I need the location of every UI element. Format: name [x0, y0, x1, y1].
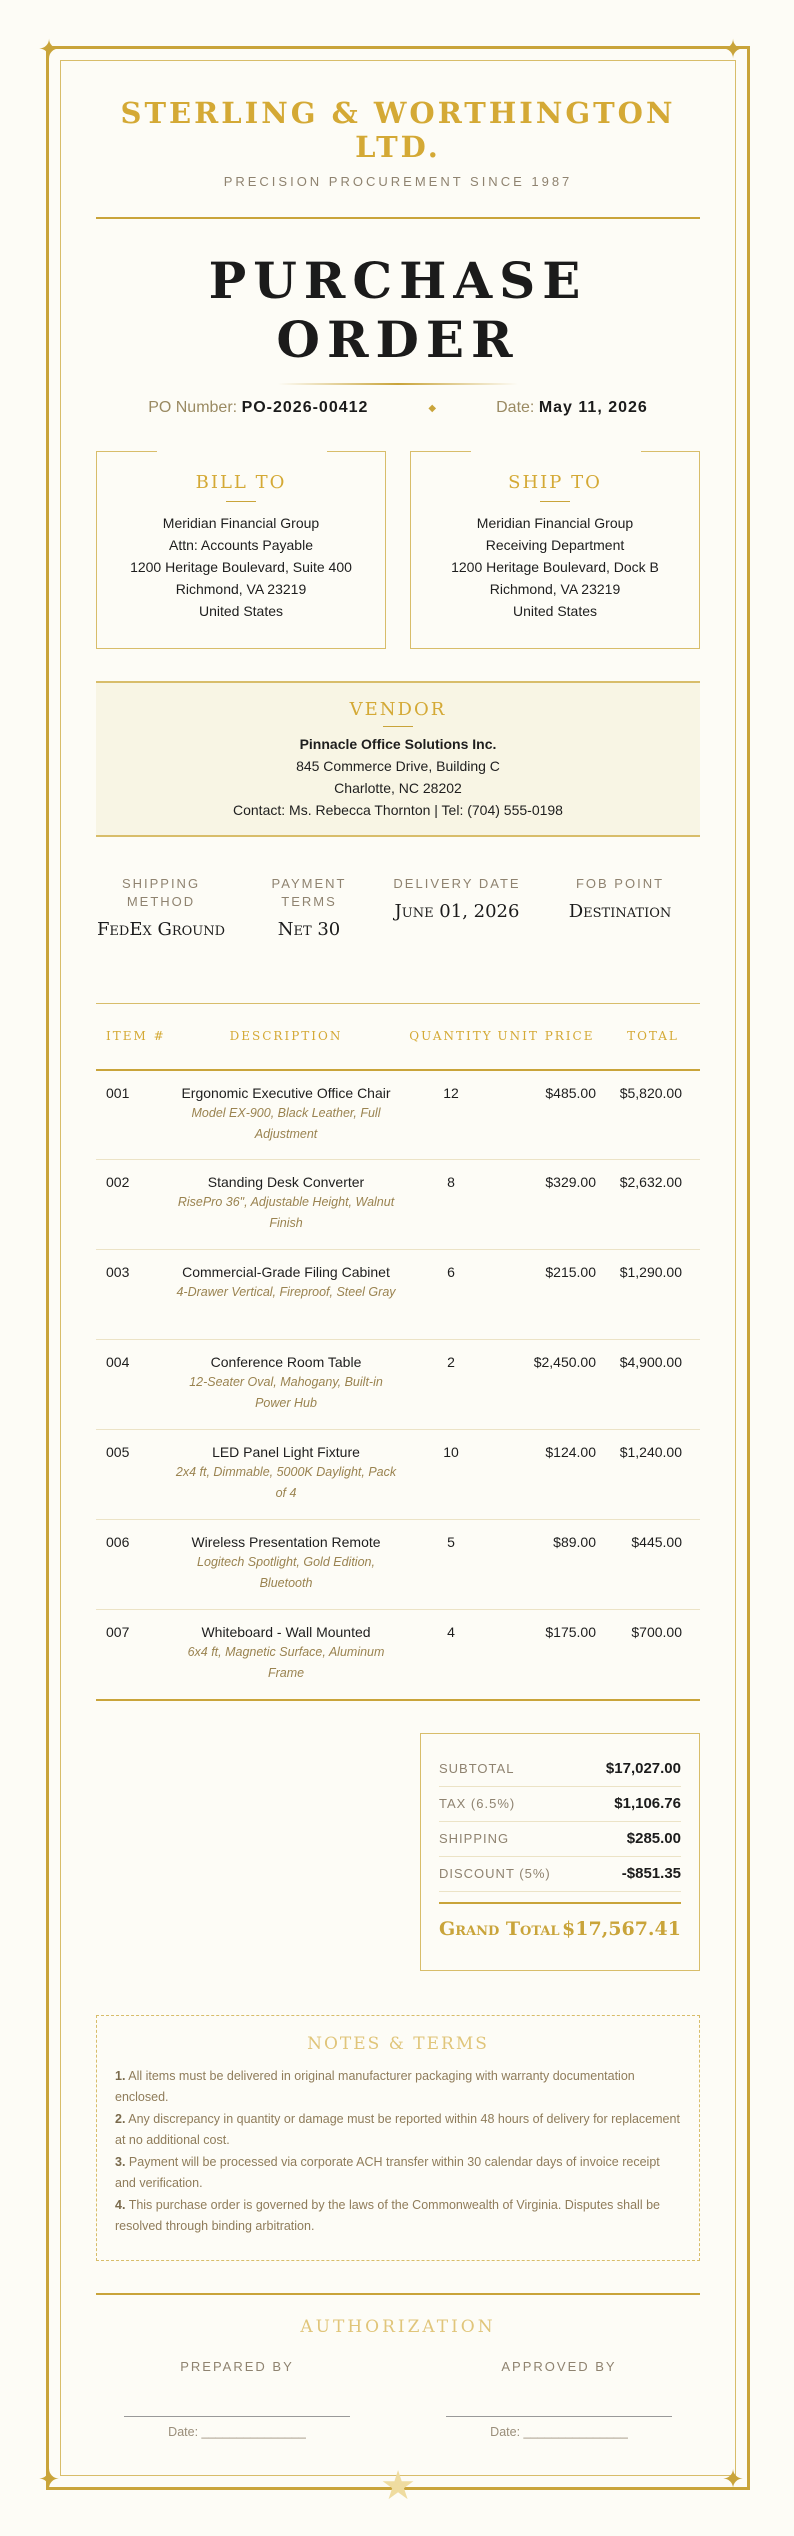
- item-number: 002: [106, 1174, 130, 1190]
- item-number: 005: [106, 1444, 130, 1460]
- bill-to-box: [96, 451, 386, 649]
- item-number: 003: [106, 1264, 130, 1280]
- ship-to-line: Meridian Financial Group: [476, 515, 634, 531]
- prepared-by-block: [124, 2359, 350, 2439]
- tax-row: [439, 1787, 681, 1822]
- subtotal-value: $17,027.00: [605, 1760, 681, 1777]
- table-row: [96, 1340, 700, 1430]
- header-total: TOTAL: [627, 1029, 679, 1044]
- notes-section: [96, 2015, 700, 2261]
- table-row: [96, 1250, 700, 1340]
- item-unit-price: $2,450.00: [533, 1354, 596, 1370]
- item-description: [166, 1610, 406, 1700]
- vendor-line: Charlotte, NC 28202: [334, 780, 462, 796]
- term-value: Net 30: [277, 919, 341, 940]
- term-value: FedEx Ground: [96, 919, 226, 940]
- order-terms: [96, 875, 700, 995]
- document-title: PURCHASE ORDER: [208, 251, 588, 369]
- term-label: PAYMENT TERMS: [271, 876, 347, 909]
- authorization-heading: AUTHORIZATION: [300, 2316, 496, 2337]
- item-unit-price: $124.00: [545, 1444, 596, 1460]
- item-total: $445.00: [631, 1534, 682, 1550]
- item-name: Commercial-Grade Filing Cabinet: [182, 1264, 390, 1280]
- subtotal-label: SUBTOTAL: [439, 1761, 515, 1776]
- ship-to-line: Receiving Department: [485, 537, 625, 553]
- item-number: 006: [106, 1534, 130, 1550]
- company-tagline: PRECISION PROCUREMENT SINCE 1987: [223, 174, 573, 189]
- term-value: June 01, 2026: [394, 901, 520, 922]
- item-detail: RisePro 36", Adjustable Height, Walnut Finish: [177, 1195, 395, 1230]
- totals-box: [420, 1733, 700, 1971]
- ship-to-line: Richmond, VA 23219: [489, 581, 621, 597]
- vendor-line: 845 Commerce Drive, Building C: [296, 758, 500, 774]
- separator-dot-icon: ◆: [428, 402, 437, 414]
- item-unit-price: $215.00: [545, 1264, 596, 1280]
- po-number-label: PO Number:: [148, 399, 238, 416]
- signature-date: Date: _______________: [168, 2424, 306, 2439]
- table-row: [96, 1070, 700, 1160]
- item-unit-price: $329.00: [545, 1174, 596, 1190]
- note-item: 1. All items must be delivered in original manufacturer packaging with warranty documentation enclosed.: [115, 2068, 635, 2104]
- term-label: DELIVERY DATE: [393, 876, 521, 891]
- item-number: 001: [106, 1084, 130, 1101]
- signature-row: [96, 2359, 700, 2439]
- item-number: 007: [106, 1624, 130, 1640]
- table-row: [96, 1430, 700, 1520]
- bill-to-line: 1200 Heritage Boulevard, Suite 400: [130, 559, 352, 575]
- item-quantity: 5: [447, 1534, 455, 1550]
- item-name: Whiteboard - Wall Mounted: [201, 1624, 371, 1640]
- discount-value: -$851.35: [621, 1865, 681, 1882]
- ship-to-line: United States: [512, 603, 598, 619]
- corner-star-icon: ✦: [722, 2464, 744, 2494]
- ship-to-heading: SHIP TO: [508, 472, 602, 493]
- item-quantity: 10: [443, 1444, 459, 1460]
- corner-star-icon: ✦: [722, 34, 744, 64]
- bill-to-line: Attn: Accounts Payable: [169, 537, 313, 553]
- item-unit-price: $175.00: [545, 1624, 596, 1640]
- item-total: $1,240.00: [619, 1444, 682, 1460]
- date-label: Date:: [496, 399, 535, 416]
- table-header-row: [96, 1004, 700, 1070]
- item-name: Wireless Presentation Remote: [191, 1534, 381, 1550]
- item-total: $2,632.00: [619, 1174, 682, 1190]
- vendor-contact: Contact: Ms. Rebecca Thornton | Tel: (704) 555-0198: [233, 802, 563, 818]
- term-delivery: [392, 875, 522, 995]
- item-detail: Model EX-900, Black Leather, Full Adjustment: [191, 1105, 381, 1141]
- corner-star-icon: ✦: [38, 34, 60, 64]
- term-payment: [244, 875, 374, 995]
- item-description: [166, 1430, 406, 1520]
- corner-star-icon: ✦: [38, 2464, 60, 2494]
- shipping-label: SHIPPING: [439, 1831, 510, 1846]
- bill-to-heading: BILL TO: [195, 472, 287, 493]
- discount-row: [439, 1857, 681, 1892]
- tax-value: $1,106.76: [614, 1795, 681, 1812]
- po-date: May 11, 2026: [538, 399, 648, 416]
- item-detail: 2x4 ft, Dimmable, 5000K Daylight, Pack of 4: [175, 1465, 397, 1500]
- line-items-table: [96, 1003, 700, 1701]
- item-total: $700.00: [631, 1624, 682, 1640]
- shipping-row: [439, 1822, 681, 1857]
- item-total: $4,900.00: [619, 1354, 682, 1370]
- item-description: [166, 1070, 406, 1160]
- item-detail: 4-Drawer Vertical, Fireproof, Steel Gray: [176, 1285, 396, 1299]
- table-row: [96, 1610, 700, 1700]
- item-description: [166, 1340, 406, 1430]
- note-item: 3. Payment will be processed via corporate ACH transfer within 30 calendar days of invoice receipt and verification.: [115, 2154, 660, 2190]
- po-meta: [96, 399, 700, 417]
- item-unit-price: $485.00: [545, 1084, 596, 1101]
- term-shipping: [96, 875, 226, 995]
- company-name: STERLING & WORTHINGTON LTD.: [120, 96, 676, 164]
- note-item: 2. Any discrepancy in quantity or damage must be reported within 48 hours of delivery for replacement at no additional cost.: [115, 2111, 680, 2147]
- vendor-name: Pinnacle Office Solutions Inc.: [299, 736, 497, 752]
- item-name: Conference Room Table: [210, 1354, 362, 1370]
- item-quantity: 8: [447, 1174, 455, 1190]
- header-unit-price: UNIT PRICE: [497, 1029, 595, 1044]
- approved-by-label: APPROVED BY: [501, 2358, 617, 2374]
- header-description: DESCRIPTION: [229, 1029, 343, 1044]
- document-body: [96, 60, 700, 2509]
- star-icon: ★: [380, 2463, 416, 2508]
- item-quantity: 12: [443, 1084, 459, 1101]
- ship-to-box: [410, 451, 700, 649]
- term-value: Destination: [568, 901, 672, 922]
- shipping-value: $285.00: [626, 1830, 681, 1847]
- signature-line: [446, 2416, 672, 2417]
- grand-total-row: [439, 1902, 681, 1940]
- notes-heading: NOTES & TERMS: [307, 2033, 489, 2054]
- header-item: ITEM #: [106, 1029, 166, 1044]
- item-detail: Logitech Spotlight, Gold Edition, Bluetooth: [197, 1555, 375, 1590]
- item-description: [166, 1520, 406, 1610]
- header-divider: [96, 217, 700, 219]
- item-unit-price: $89.00: [553, 1534, 596, 1550]
- item-quantity: 6: [447, 1264, 455, 1280]
- table-row: [96, 1160, 700, 1250]
- item-name: Ergonomic Executive Office Chair: [181, 1084, 391, 1101]
- address-row: [96, 451, 700, 649]
- discount-label: DISCOUNT (5%): [439, 1866, 551, 1881]
- item-detail: 12-Seater Oval, Mahogany, Built-in Power Hub: [189, 1375, 383, 1410]
- item-name: LED Panel Light Fixture: [212, 1444, 360, 1460]
- signature-date: Date: _______________: [490, 2424, 628, 2439]
- approved-by-block: [446, 2359, 672, 2439]
- title-underline: [278, 383, 518, 385]
- term-label: SHIPPING METHOD: [121, 876, 201, 909]
- item-total: $5,820.00: [619, 1084, 682, 1101]
- vendor-heading: VENDOR: [349, 699, 447, 720]
- subtotal-row: [439, 1752, 681, 1787]
- bill-to-line: Meridian Financial Group: [162, 515, 320, 531]
- ship-to-line: 1200 Heritage Boulevard, Dock B: [451, 559, 659, 575]
- po-number: PO-2026-00412: [241, 399, 369, 416]
- grand-total-label: Grand Total: [439, 1917, 560, 1940]
- signature-line: [124, 2416, 350, 2417]
- bill-to-line: Richmond, VA 23219: [175, 581, 307, 597]
- vendor-section: [96, 681, 700, 837]
- item-total: $1,290.00: [619, 1264, 682, 1280]
- term-fob: [540, 875, 700, 995]
- header-quantity: QUANTITY: [409, 1029, 493, 1044]
- bill-to-line: United States: [198, 603, 284, 619]
- authorization-divider: [96, 2293, 700, 2295]
- tax-label: TAX (6.5%): [439, 1796, 516, 1811]
- item-description: [166, 1160, 406, 1250]
- item-description: [166, 1250, 406, 1340]
- item-detail: 6x4 ft, Magnetic Surface, Aluminum Frame: [187, 1645, 385, 1680]
- item-number: 004: [106, 1354, 130, 1370]
- term-label: FOB POINT: [575, 876, 665, 891]
- item-name: Standing Desk Converter: [207, 1174, 365, 1190]
- table-row: [96, 1520, 700, 1610]
- item-quantity: 4: [447, 1624, 455, 1640]
- item-quantity: 2: [447, 1354, 455, 1370]
- grand-total-value: $17,567.41: [562, 1917, 681, 1940]
- note-item: 4. This purchase order is governed by the laws of the Commonwealth of Virginia. Disputes shall be resolved through binding arbitration.: [115, 2197, 660, 2233]
- prepared-by-label: PREPARED BY: [180, 2358, 294, 2374]
